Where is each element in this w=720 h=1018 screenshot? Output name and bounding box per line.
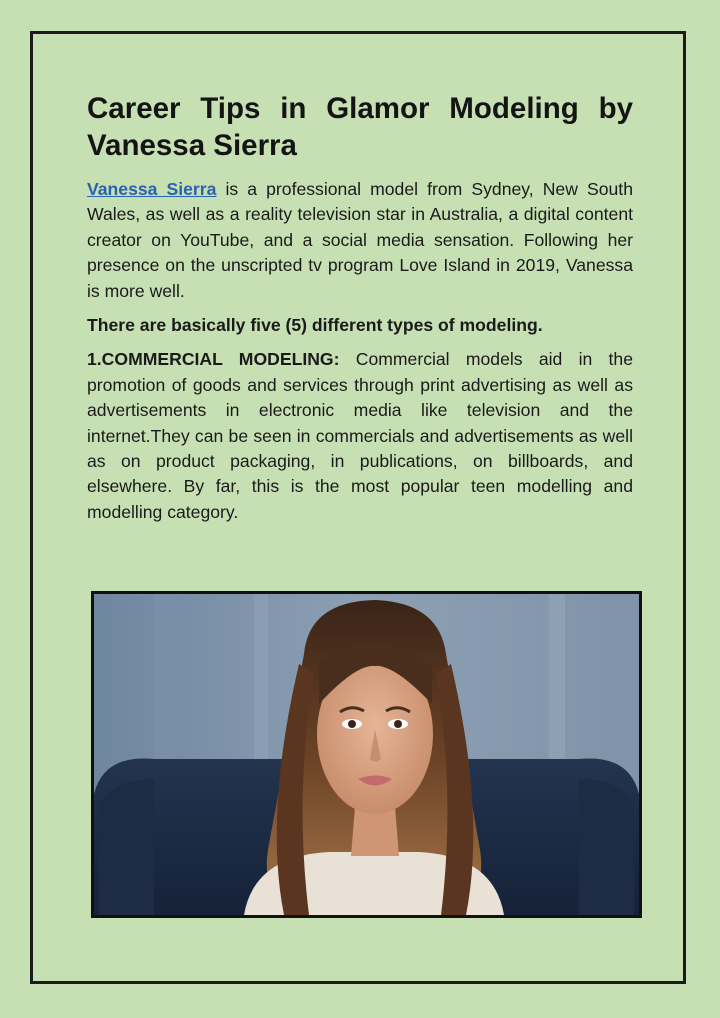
page-title: Career Tips in Glamor Modeling by Vanessa Sierra [87,92,633,162]
intro-text: is a professional model from Sydney, New South Wales, as well as a reality television star in Australia, a digital content creator on YouTube, and a social media sensation. Following her presence on the unscripted tv program Love Island in 2019, Vanessa is more well. [87,179,633,301]
section-text: Commercial models aid in the promotion of goods and services through print advertising as well as advertisements in electronic media like television and the internet.They can be seen in commercials and advertisements as well as on product packaging, in publications, on billboards, and elsewhere. By far, this is the most popular teen modelling and modelling category. [87,349,633,522]
types-heading: There are basically five (5) different types of modeling. [87,315,543,336]
vanessa-sierra-link[interactable]: Vanessa Sierra [87,179,217,199]
portrait-illustration [94,594,639,915]
model-photo [91,591,642,918]
commercial-modeling-paragraph [87,347,633,525]
article-content [87,90,633,525]
section-label: 1.COMMERCIAL MODELING: [87,349,340,370]
intro-paragraph [87,177,633,304]
